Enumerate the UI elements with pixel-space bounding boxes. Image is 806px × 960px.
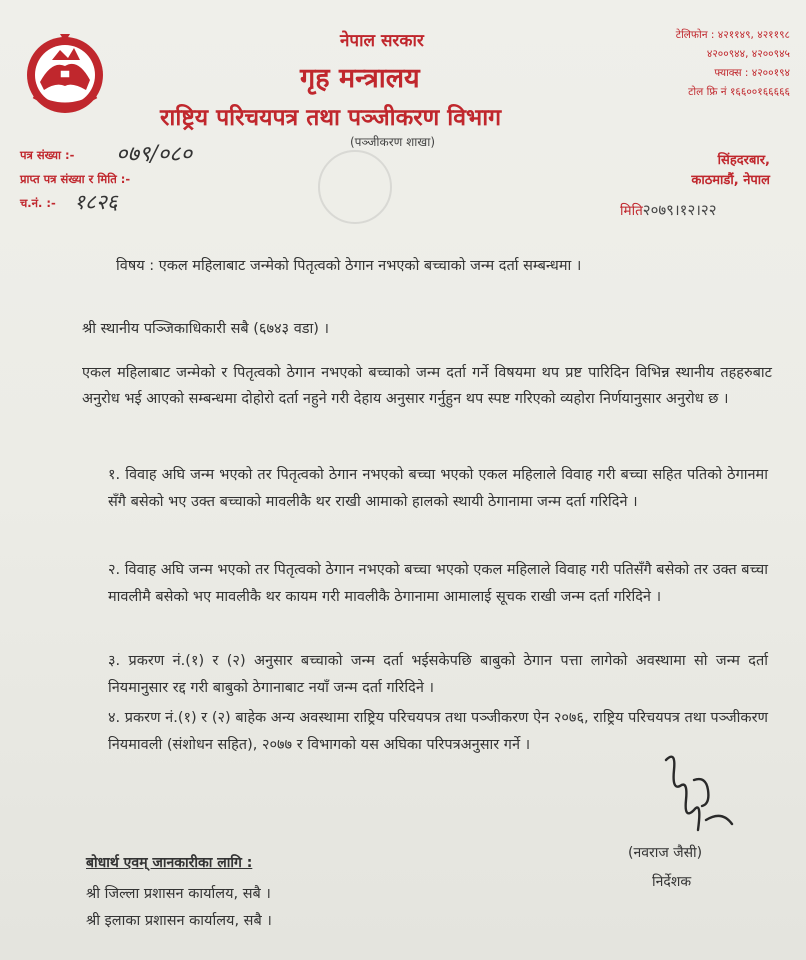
letter-recipient: श्री स्थानीय पञ्जिकाधिकारी सबै (६७४३ वडा) । [82, 321, 330, 337]
list-item: ४. प्रकरण नं.(१) र (२) बाहेक अन्य अवस्थामा राष्ट्रिय परिचयपत्र तथा पञ्जीकरण ऐन २०७६, राष्ट्रिय परिचयपत्र तथा पञ्जीकरण नियमावली (संशोधन सहित), २०७७ र विभागको यस अघिका परिपत्रअनुसार गर्ने । [108, 710, 768, 753]
address-line-2: काठमाडौं, नेपाल [691, 173, 770, 188]
dispatch-number-label: च.नं. :- [20, 196, 56, 210]
received-letter-label: प्राप्त पत्र संख्या र मिति :- [20, 172, 131, 186]
cc-heading: बोधार्थ एवम् जानकारीका लागि : [86, 855, 253, 871]
department-title: राष्ट्रिय परिचयपत्र तथा पञ्जीकरण विभाग [160, 105, 502, 131]
contact-fax-line: फ्याक्स : ४२००१९४ [714, 67, 790, 79]
contact-tollfree-line [688, 85, 790, 99]
handwritten-signature [636, 740, 746, 850]
intro-paragraph: एकल महिलाबाट जन्मेको र पितृत्वको ठेगान नभएको बच्चाको जन्म दर्ता गर्ने विषयमा थप प्रष्ट पारिदिन विभिन्न स्थानीय तहहरुबाट अनुरोध भई आएको सम्बन्धमा दोहोरो दर्ता नहुने गरी देहाय अनुसार गर्नुहुन थप स्पष्ट गरिएको व्यहोरा निर्णयानुसार अनुरोध छ । [82, 365, 772, 407]
signatory-name: (नवराज जैसी) [628, 845, 703, 861]
fax-number: ४२००१९४ [751, 67, 790, 79]
tollfree-label: टोल फ्रि नं [688, 86, 727, 98]
phone-numbers-1: ४२११४९, ४२११९८ [717, 29, 790, 41]
letter-subject: विषय : एकल महिलाबाट जन्मेको पितृत्वको ठेगान नभएको बच्चाको जन्म दर्ता सम्बन्धमा । [116, 258, 582, 274]
nepal-emblem-icon [22, 30, 108, 116]
list-item: १. विवाह अघि जन्म भएको तर पितृत्वको ठेगान नभएको बच्चा भएको एकल महिलाले विवाह गरी बच्चा सहित पतिको ठेगानमा सँगै बसेको भए उक्त बच्चाको मावलीकै थर राखी आमाको हालको स्थायी ठेगानामा जन्म दर्ता गरिदिने । [108, 467, 768, 510]
branch-label: (पञ्जीकरण शाखा) [350, 135, 435, 149]
letter-date [620, 200, 717, 220]
government-title: नेपाल सरकार [340, 31, 424, 51]
fax-label: फ्याक्स [714, 67, 742, 79]
date-value: २०७९।१२।२२ [642, 201, 717, 219]
contact-phone-line-1: टेलिफोन : ४२११४९, ४२११९८ [675, 29, 790, 41]
letter-number-value: ०७९/०८० [116, 142, 193, 167]
letter-number-label: पत्र संख्या :- [20, 148, 75, 162]
faint-stamp [318, 150, 392, 224]
ministry-title: गृह मन्त्रालय [300, 63, 420, 94]
dispatch-number-value: १८२६ [74, 190, 118, 214]
signatory-title: निर्देशक [652, 874, 692, 890]
cc-line: श्री जिल्ला प्रशासन कार्यालय, सबै । [86, 886, 271, 902]
phone-label: टेलिफोन [675, 29, 708, 41]
address-line-1: सिंहदरबार, [717, 153, 770, 168]
list-item: ३. प्रकरण नं.(१) र (२) अनुसार बच्चाको जन्म दर्ता भईसकेपछि बाबुको ठेगान पत्ता लागेको अवस्थामा सो जन्म दर्ता नियमानुसार रद्द गरी बाबुको ठेगानाबाट नयाँ जन्म दर्ता गरिदिने । [108, 653, 768, 696]
tollfree-number: १६६००१६६६६६ [729, 86, 790, 98]
list-item: २. विवाह अघि जन्म भएको तर पितृत्वको ठेगान नभएको बच्चा भएको एकल महिलाले विवाह गरी पतिसँगै बसेको तर उक्त बच्चा मावलीमै बसेको भए मावलीकै थर कायम गरी मावलीकै ठेगानामा आमालाई सूचक राखी जन्म दर्ता गरिदिने । [108, 562, 768, 605]
phone-numbers-2: ४२००९४४, ४२००९४५ [706, 48, 790, 60]
date-label: मिति [620, 203, 643, 219]
cc-line: श्री इलाका प्रशासन कार्यालय, सबै । [86, 913, 272, 929]
